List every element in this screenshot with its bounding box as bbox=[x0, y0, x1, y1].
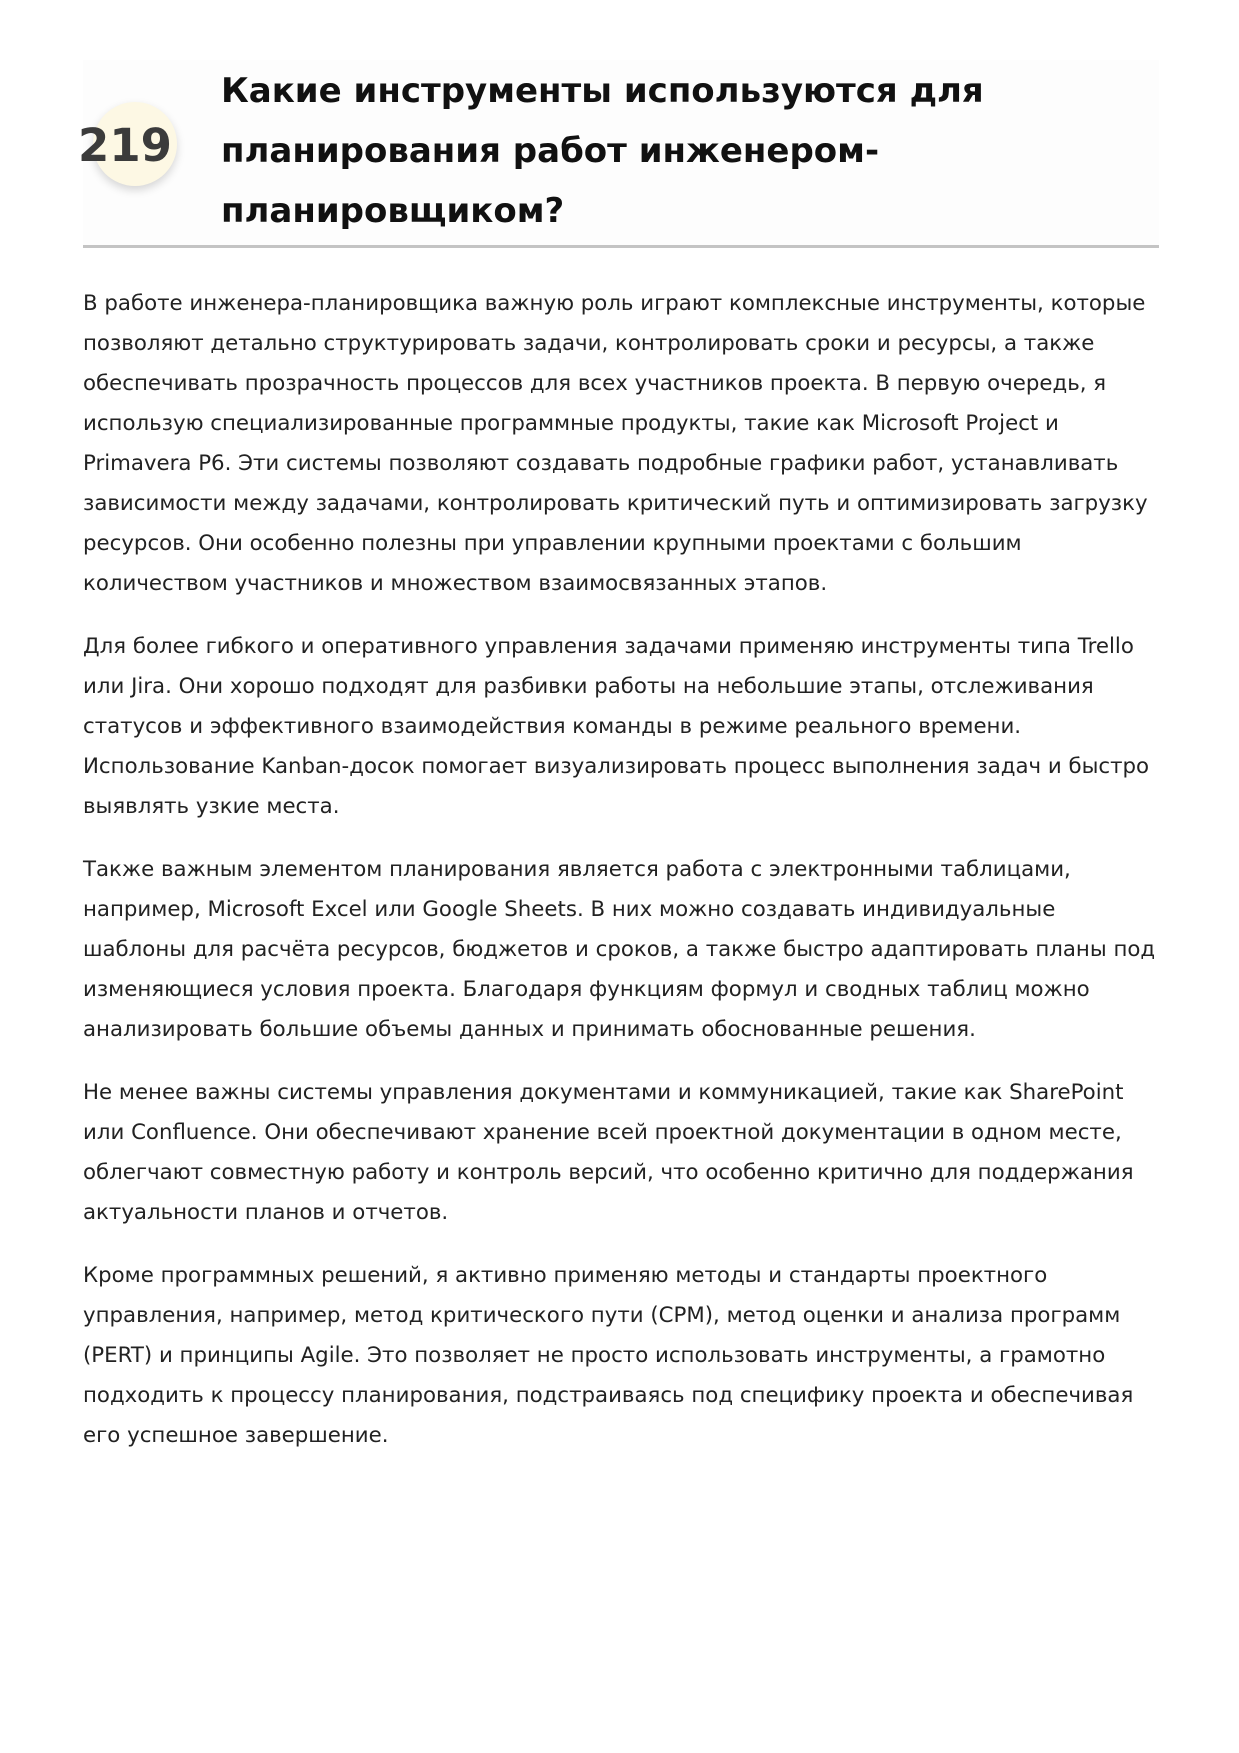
question-header bbox=[78, 60, 1159, 248]
answer-paragraph: Не менее важны системы управления документами и коммуникацией, такие как SharePoint или Confluence. Они обеспечивают хранение всей проектной документации в одном месте, облегчают совместную работу и контроль версий, что особенно критично для поддержания актуальности планов и отчетов. bbox=[83, 1080, 1134, 1225]
answer-paragraph: Также важным элементом планирования является работа с электронными таблицами, например, Microsoft Excel или Google Sheets. В них можно создавать индивидуальные шаблоны для расчёта ресурсов, бюджетов и сроков, а также быстро адаптировать планы под изменяющиеся условия проекта. Благодаря функциям формул и сводных таблиц можно анализировать большие объемы данных и принимать обоснованные решения. bbox=[83, 857, 1156, 1042]
answer-paragraph: Кроме программных решений, я активно применяю методы и стандарты проектного управления, например, метод критического пути (CPM), метод оценки и анализа программ (PERT) и принципы Agile. Это позволяет не просто использовать инструменты, а грамотно подходить к процессу планирования, подстраиваясь под специфику проекта и обеспечивая его успешное завершение. bbox=[83, 1263, 1134, 1448]
answer-paragraph: Для более гибкого и оперативного управления задачами применяю инструменты типа Trello или Jira. Они хорошо подходят для разбивки работы на небольшие этапы, отслеживания статусов и эффективного взаимодействия команды в режиме реального времени. Использование Kanban-досок помогает визуализировать процесс выполнения задач и быстро выявлять узкие места. bbox=[83, 634, 1150, 819]
document-page bbox=[78, 60, 1159, 1479]
question-number: 219 bbox=[78, 119, 172, 172]
answer-paragraph: В работе инженера-планировщика важную роль играют комплексные инструменты, которые позволяют детально структурировать задачи, контролировать сроки и ресурсы, а также обеспечивать прозрачность процессов для всех участников проекта. В первую очередь, я использую специализированные программные продукты, такие как Microsoft Project и Primavera P6. Эти системы позволяют создавать подробные графики работ, устанавливать зависимости между задачами, контролировать критический путь и оптимизировать загрузку ресурсов. Они особенно полезны при управлении крупными проектами с большим количеством участников и множеством взаимосвязанных этапов. bbox=[83, 291, 1148, 596]
answer-body bbox=[83, 284, 1159, 1456]
question-title: Какие инструменты используются для планирования работ инженером-планировщиком? bbox=[221, 71, 984, 231]
